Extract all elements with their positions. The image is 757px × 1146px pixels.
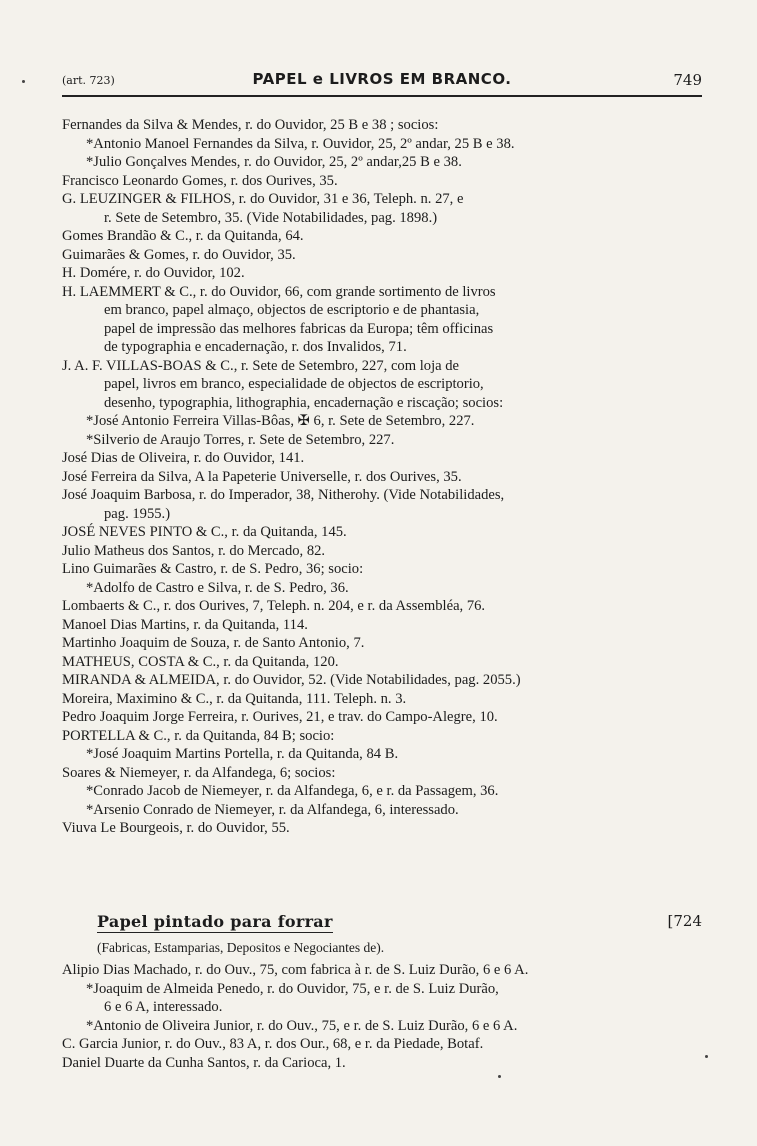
entry-line: Lombaerts & C., r. dos Ourives, 7, Teleph. n. 204, e r. da Assembléa, 76. (62, 598, 486, 614)
article-reference: (art. 723) (62, 74, 115, 87)
entry-continuation-line: *Arsenio Conrado de Niemeyer, r. da Alfandega, 6, interessado. (86, 801, 459, 818)
entry-line: JOSÉ NEVES PINTO & C., r. da Quitanda, 145. (62, 524, 347, 540)
entry-line: Martinho Joaquim de Souza, r. de Santo Antonio, 7. (62, 635, 365, 651)
entry-continuation-line: *Adolfo de Castro e Silva, r. de S. Pedro, 36. (86, 579, 349, 596)
entry-line: Julio Matheus dos Santos, r. do Mercado, 82. (62, 542, 326, 559)
entry-line: Pedro Joaquim Jorge Ferreira, r. Ourives, 21, e trav. do Campo-Alegre, 10. (62, 709, 498, 725)
header-rule (62, 95, 702, 97)
entry-line: G. LEUZINGER & FILHOS, r. do Ouvidor, 31 e 36, Teleph. n. 27, e (62, 191, 464, 207)
page-number: 749 (673, 71, 702, 89)
entry-line: Moreira, Maximino & C., r. da Quitanda, 111. Teleph. n. 3. (62, 690, 407, 707)
section-entry-list (62, 961, 702, 1072)
entry-line: José Ferreira da Silva, A la Papeterie Universelle, r. dos Ourives, 35. (62, 468, 462, 485)
entry-continuation-line: de typographia e encadernação, r. dos Invalidos, 71. (104, 339, 407, 355)
page-header (62, 70, 702, 94)
entry-line: José Joaquim Barbosa, r. do Imperador, 38, Nitherohy. (Vide Notabilidades, (62, 487, 505, 503)
entry-continuation-line: 6 e 6 A, interessado. (104, 999, 223, 1015)
print-speck (22, 80, 25, 83)
page-title: PAPEL e LIVROS EM BRANCO. (252, 70, 512, 88)
entry-line: MIRANDA & ALMEIDA, r. do Ouvidor, 52. (Vide Notabilidades, pag. 2055.) (62, 672, 521, 688)
entry-line: Soares & Niemeyer, r. da Alfandega, 6; socios: (62, 764, 336, 781)
section-number: [724 (667, 912, 702, 930)
print-speck (498, 1075, 501, 1078)
entry-continuation-line: *Conrado Jacob de Niemeyer, r. da Alfandega, 6, e r. da Passagem, 36. (86, 783, 499, 799)
entry-line: Alipio Dias Machado, r. do Ouv., 75, com fabrica à r. de S. Luiz Durão, 6 e 6 A. (62, 962, 529, 978)
entry-line: H. LAEMMERT & C., r. do Ouvidor, 66, com grande sortimento de livros (62, 283, 496, 300)
entry-continuation-line: desenho, typographia, lithographia, encadernação e riscação; socios: (104, 394, 504, 411)
entry-continuation-line: *José Joaquim Martins Portella, r. da Quitanda, 84 B. (86, 746, 399, 762)
entry-line: José Dias de Oliveira, r. do Ouvidor, 141. (62, 450, 305, 466)
entry-continuation-line: r. Sete de Setembro, 35. (Vide Notabilidades, pag. 1898.) (104, 209, 438, 226)
entry-line: Fernandes da Silva & Mendes, r. do Ouvidor, 25 B e 38 ; socios: (62, 117, 439, 133)
entry-continuation-line: em branco, papel almaço, objectos de escriptorio e de phantasia, (104, 302, 480, 318)
entry-continuation-line: *Silverio de Araujo Torres, r. Sete de Setembro, 227. (86, 431, 395, 448)
entry-continuation-line: *Joaquim de Almeida Penedo, r. do Ouvidor, 75, e r. de S. Luiz Durão, (86, 980, 499, 997)
entry-continuation-line: papel de impressão das melhores fabricas da Europa; têm officinas (104, 320, 494, 337)
entry-list (62, 116, 702, 838)
entry-line: Guimarães & Gomes, r. do Ouvidor, 35. (62, 246, 296, 263)
entry-line: PORTELLA & C., r. da Quitanda, 84 B; socio: (62, 727, 335, 744)
section-subtitle: (Fabricas, Estamparias, Depositos e Negociantes de). (97, 940, 385, 955)
entry-line: Gomes Brandão & C., r. da Quitanda, 64. (62, 228, 304, 244)
entry-continuation-line: *Antonio de Oliveira Junior, r. do Ouv., 75, e r. de S. Luiz Durão, 6 e 6 A. (86, 1017, 518, 1034)
entry-line: Manoel Dias Martins, r. da Quitanda, 114. (62, 616, 308, 633)
entry-line: J. A. F. VILLAS-BOAS & C., r. Sete de Setembro, 227, com loja de (62, 357, 460, 374)
entry-continuation-line: papel, livros em branco, especialidade de objectos de escriptorio, (104, 376, 484, 392)
entry-line: Lino Guimarães & Castro, r. de S. Pedro, 36; socio: (62, 561, 364, 577)
entry-line: Viuva Le Bourgeois, r. do Ouvidor, 55. (62, 820, 290, 836)
print-speck (705, 1055, 708, 1058)
entry-continuation-line: *Julio Gonçalves Mendes, r. do Ouvidor, 25, 2º andar,25 B e 38. (86, 154, 462, 170)
section-title: Papel pintado para forrar (97, 912, 333, 931)
section-heading (97, 912, 702, 934)
entry-continuation-line: pag. 1955.) (104, 505, 171, 522)
entry-continuation-line: *Antonio Manoel Fernandes da Silva, r. Ouvidor, 25, 2º andar, 25 B e 38. (86, 135, 515, 152)
entry-line: H. Domére, r. do Ouvidor, 102. (62, 265, 245, 281)
entry-continuation-line: *José Antonio Ferreira Villas-Bôas, ✠ 6, r. Sete de Setembro, 227. (86, 413, 475, 429)
entry-line: Francisco Leonardo Gomes, r. dos Ourives, 35. (62, 172, 338, 189)
entry-line: C. Garcia Junior, r. do Ouv., 83 A, r. dos Our., 68, e r. da Piedade, Botaf. (62, 1036, 484, 1052)
entry-line: Daniel Duarte da Cunha Santos, r. da Carioca, 1. (62, 1054, 346, 1071)
entry-line: MATHEUS, COSTA & C., r. da Quitanda, 120. (62, 653, 339, 670)
